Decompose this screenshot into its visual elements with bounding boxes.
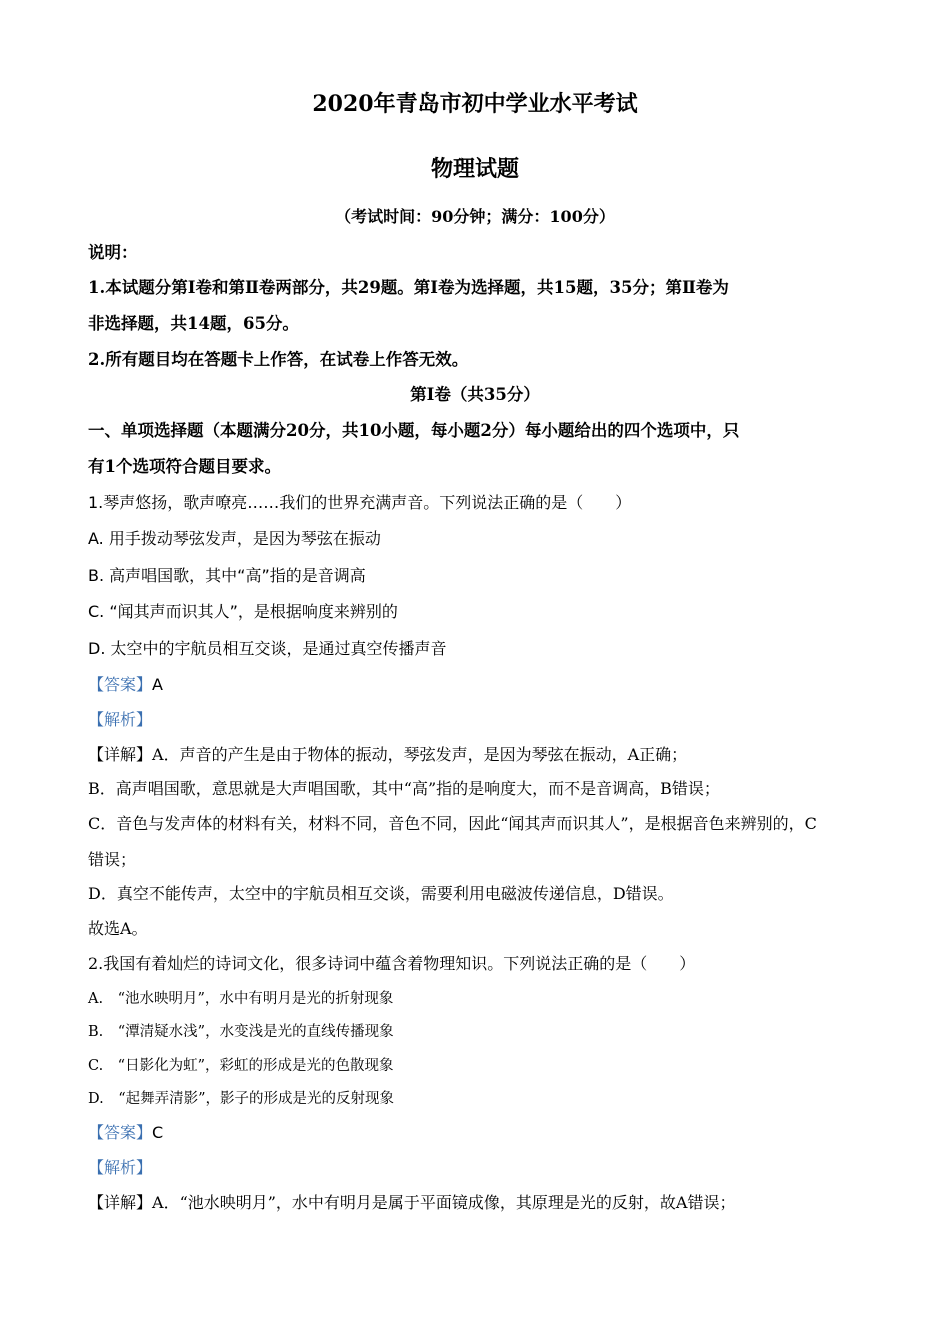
part1-heading: 第Ⅰ卷（共35分） — [410, 385, 540, 404]
option-b: B. 高声唱国歌，其中“高”指的是音调高 — [88, 566, 366, 585]
detail-d: D．真空不能传声，太空中的宇航员相互交谈，需要利用电磁波传递信息，D错误。 — [88, 884, 674, 903]
option-c: C. “日影化为虹”，彩虹的形成是光的色散现象 — [88, 1058, 394, 1074]
exam-title: 2020年青岛市初中学业水平考试 — [312, 91, 638, 117]
subject-title: 物理试题 — [430, 156, 519, 182]
instructions-heading: 说明： — [88, 243, 138, 262]
analysis-label: 【解析】 — [88, 710, 153, 729]
detail-a — [88, 745, 687, 765]
option-a: A. “池水映明月”，水中有明月是光的折射现象 — [88, 991, 394, 1007]
detail-a — [88, 1193, 736, 1213]
exam-info: （考试时间：90分钟；满分：100分） — [335, 207, 615, 226]
answer-line — [88, 1123, 163, 1143]
option-d: D. 太空中的宇航员相互交谈，是通过真空传播声音 — [88, 639, 447, 658]
option-b: B. “潭清疑水浅”，水变浅是光的直线传播现象 — [88, 1024, 394, 1040]
section-heading: 一、单项选择题（本题满分20分，共10小题，每小题2分）每小题给出的四个选项中，只 — [88, 421, 740, 440]
detail-c: C．音色与发声体的材料有关，材料不同，音色不同，因此“闻其声而识其人”，是根据音色来辨别的，C — [88, 814, 817, 833]
option-c: C. “闻其声而识其人”，是根据响度来辨别的 — [88, 602, 398, 621]
option-a: A. 用手拨动琴弦发声，是因为琴弦在振动 — [88, 529, 381, 548]
answer-line — [88, 675, 163, 695]
section-heading-cont: 有1个选项符合题目要求。 — [88, 457, 281, 476]
question-stem: 2.我国有着灿烂的诗词文化，很多诗词中蕴含着物理知识。下列说法正确的是（ ） — [88, 954, 696, 973]
analysis-label: 【解析】 — [88, 1158, 153, 1177]
answer-label: 【答案】 — [88, 675, 153, 694]
detail-b: B．高声唱国歌，意思就是大声唱国歌，其中“高”指的是响度大，而不是音调高，B错误； — [88, 779, 720, 798]
answer-value: C — [152, 1123, 164, 1142]
instruction-1-cont: 非选择题，共14题，65分。 — [88, 314, 299, 333]
answer-label: 【答案】 — [88, 1123, 153, 1142]
detail-c-cont: 错误； — [88, 850, 137, 869]
answer-value: A — [152, 675, 163, 694]
detail-label: 【详解】 — [88, 745, 153, 764]
conclusion: 故选A。 — [88, 919, 148, 938]
question-stem: 1.琴声悠扬，歌声嘹亮……我们的世界充满声音。下列说法正确的是（ ） — [88, 493, 632, 512]
detail-text: A．“池水映明月”，水中有明月是属于平面镜成像，其原理是光的反射，故A错误； — [152, 1193, 736, 1212]
detail-label: 【详解】 — [88, 1193, 153, 1212]
instruction-2: 2.所有题目均在答题卡上作答，在试卷上作答无效。 — [88, 350, 469, 369]
option-d: D. “起舞弄清影”，影子的形成是光的反射现象 — [88, 1091, 395, 1107]
instruction-1: 1.本试题分第Ⅰ卷和第Ⅱ卷两部分，共29题。第Ⅰ卷为选择题，共15题，35分；第Ⅱ卷为 — [88, 278, 729, 297]
detail-text: A．声音的产生是由于物体的振动，琴弦发声，是因为琴弦在振动，A正确； — [152, 745, 688, 764]
